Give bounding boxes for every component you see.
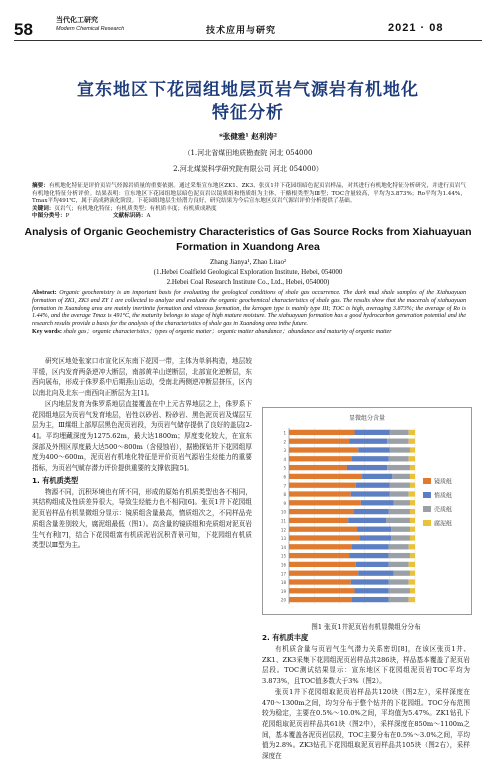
chart-bar — [409, 456, 415, 461]
keywords-cn-text: 页岩气；有机地化特征；有机质类型；有机质丰度；有机质成熟度 — [54, 205, 217, 212]
chart-bar — [389, 544, 409, 549]
keywords-en-label: Key words: — [32, 328, 62, 335]
chart-bar — [356, 562, 389, 567]
chart-bar — [352, 597, 389, 602]
chart-category-label: 7 — [283, 483, 286, 489]
abstract-en-label: Abstract: — [32, 290, 57, 296]
chart-bar — [349, 553, 388, 558]
chart-bar — [387, 465, 410, 470]
chart-bar — [349, 439, 387, 444]
chart-bar — [361, 500, 394, 505]
chart-category-label: 8 — [283, 492, 286, 498]
figure-1 — [262, 407, 472, 615]
chart-bar — [390, 447, 410, 452]
chart-bar — [289, 571, 358, 576]
chart-bar — [362, 474, 392, 479]
title-en-line2: Formation in Xuandong Area — [176, 241, 320, 253]
chart-category-label: 16 — [280, 562, 286, 568]
abstract-en-text: Organic geochemistry is an important basis for evaluating the geological conditions of shale gas occurrence. The dark mud shale samples of the Xiahuayuan formation of ZK1, ZK3 and ZY 1 are collected to analyze and evaluate the organic geochemical characteristics of shale gas. The results show that the macerals of xiahuayuan formation in Xuandong area are mainly inertinite formation and vitreous formation, the kerogen type is mainly type III; TOC is high, averaging 3.873%; the average of Ro is 1.44%, and the average Tmax is 491°C, the maturity belongs to stage of high mature moisture. The xiahuayuan formation has a good hydrocarbon generation potential and the research results provide a basis for the analysis of the characteristics of shale gas in Xuandong area inthe future. — [32, 290, 466, 328]
chart-bar — [410, 553, 415, 558]
doc-code-value: A — [146, 213, 151, 220]
abstract-cn-text: 有机地化特征是评价页岩气烃源岩质量的重要依据。通过采集宣东地区ZK1、ZK3、张页1井下花园组暗色泥页岩样品，对其进行有机地化特征分析研究，并进行页岩气有机地化特征分析评价。结果表明：宣东地区下花园组地层暗色泥页岩以镜质组和惰质组为主体，干酪根类型为Ⅲ型；TOC含量较高，平均为3.873%；Ro平均为1.44%，Tmax平均491℃，属于高成熟演化阶段。下花园组地层生烃潜力良好，研究结果为今后宣东地区页岩气源岩评价分析提供了基础。 — [32, 183, 466, 205]
chart-bar — [289, 483, 356, 488]
chart-legend-swatch — [423, 520, 431, 526]
chart-bar — [409, 579, 415, 584]
chart-bar — [410, 465, 415, 470]
keywords-cn-label: 关键词： — [32, 205, 55, 212]
chart-bar — [410, 527, 415, 532]
chart-category-label: 12 — [280, 527, 286, 533]
right-column — [262, 631, 470, 761]
doc-code-label: 文献标识码： — [112, 213, 147, 220]
chart-legend-label: 镜质组 — [434, 478, 453, 486]
paragraph-5: 张页1井下花园组取泥页岩样品共120块（图2左），采样深度在470～1300m之间，均匀分布于整个钻井的下花园组。TOC分布范围较为稳定，主要在0.5%～10.0%之间，平均值为5.47%。ZK1钻孔下花园组取泥页岩样品共61块（图2中），采样深度在850m～1100m之间，基本覆盖各泥页岩层段，TOC主要分布在0.5%～3.0%之间，平均值为2.8%。ZK3钻孔下花园组取泥页岩样品共105块（图2右），采样深度在 — [262, 687, 470, 761]
chart-bar — [410, 500, 415, 505]
chart-bar — [353, 509, 388, 514]
section-name: 技术应用与研究 — [206, 26, 277, 36]
paragraph-4: 有机质含量与页岩气生气潜力关系密切[8]，在该区张页1井、ZK1、ZK3采集下花园组泥页岩样品共286块，样品基本覆盖了泥页岩层段。TOC测试结果显示：宣东地区下花园组泥页岩TOC平均为3.873%，且TOC值多数大于3%（图2）。 — [262, 645, 470, 686]
chart-bar — [289, 597, 352, 602]
journal-name-en: Modern Chemical Research — [56, 26, 125, 32]
chart-legend-label: 腐泥组 — [434, 520, 453, 528]
chart-bar — [358, 447, 390, 452]
chart-bar — [410, 483, 415, 488]
chart-bar — [289, 535, 360, 540]
clc-value: P — [65, 213, 70, 220]
chart-bar — [410, 518, 415, 523]
chart-bar — [289, 562, 356, 567]
chart-bar — [289, 509, 353, 514]
abstract-en — [32, 290, 466, 337]
chart-legend-swatch — [423, 492, 431, 498]
chart-bar — [387, 439, 408, 444]
chart-bar — [358, 571, 393, 576]
chart-bar — [289, 439, 349, 444]
chart-legend-swatch — [423, 478, 431, 484]
chart-bar — [409, 597, 415, 602]
chart-bar — [386, 518, 410, 523]
title-cn-line1: 宣东地区下花园组地层页岩气源岩有机地化 — [77, 80, 419, 100]
abstract-cn — [32, 183, 466, 221]
chart-bar — [348, 518, 386, 523]
journal-name-cn: 当代化工研究 — [56, 17, 98, 24]
paragraph-3: 物源不同，沉积环境也有所不同，形成的原始有机质类型也各不相同，其结构组成及性质差异很大，导致生烃能力也不相同[6]。张页1井下花园组泥页岩样品有机显微组分显示：镜质组含量最高，惰质组次之，不同样品壳质组含量差别较大，腐泥组最低（图1）。高含量的镜质组和壳质组对泥页岩生气有利[7]，结合下花园组富有机质泥岩沉积背景可知，下花园组有机质类型以Ⅲ型为主。 — [32, 487, 252, 550]
chart-bar — [289, 553, 349, 558]
chart-bar — [391, 535, 410, 540]
chart-bar — [409, 544, 415, 549]
chart-bar — [289, 544, 352, 549]
chart-bar — [389, 553, 410, 558]
chart-bar — [389, 509, 410, 514]
affiliation-cn-2: 2.河北煤炭科学研究院有限公司 河北 054000） — [173, 165, 323, 173]
chart-category-label: 18 — [280, 580, 286, 586]
chart-category-label: 3 — [283, 448, 286, 454]
affiliation-cn-1: （1.河北省煤田地质勘查院 河北 054000 — [183, 149, 313, 157]
chart-bar — [410, 447, 415, 452]
chart-bar — [389, 562, 409, 567]
chart-category-label: 15 — [280, 553, 286, 559]
chart-bar — [410, 474, 415, 479]
chart-bar — [289, 518, 348, 523]
chart-bar — [289, 491, 351, 496]
header-rule — [14, 40, 482, 41]
chart-bar — [394, 571, 410, 576]
chart-bar — [352, 544, 389, 549]
chart-category-label: 11 — [280, 518, 286, 524]
chart-bar — [289, 456, 352, 461]
issue-number: 2021 · 08 — [388, 22, 444, 34]
section-heading-2: 2. 有机质丰度 — [262, 633, 309, 642]
chart-category-label: 14 — [280, 544, 286, 550]
abstract-cn-label: 摘要： — [32, 183, 49, 189]
chart-bar — [356, 483, 390, 488]
chart-bar — [389, 597, 409, 602]
microscopic-components-chart — [263, 408, 471, 614]
left-column — [32, 356, 252, 551]
chart-legend-label: 惰质组 — [434, 492, 453, 500]
chart-bar — [410, 588, 415, 593]
page-number: 58 — [14, 20, 33, 39]
chart-legend-swatch — [423, 506, 431, 512]
chart-bar — [394, 500, 410, 505]
chart-bar — [409, 491, 415, 496]
chart-category-label: 6 — [283, 474, 286, 480]
title-cn-line2: 特征分析 — [212, 103, 284, 123]
chart-bar — [357, 527, 391, 532]
chart-bar — [351, 579, 389, 584]
authors-en: Zhang Jianya¹, Zhao Litao² — [209, 258, 287, 266]
chart-bar — [392, 474, 410, 479]
chart-category-label: 17 — [280, 571, 286, 577]
paragraph-2: 区内地层发育为侏罗系地层直接覆盖在中上元古界地层之上，侏罗系下花园组地层为页岩气发育地层，岩性以砂岩、粉砂岩、黑色泥页岩及煤层互层为主，Ⅲ煤组上部厚层黑色泥页岩段，为页岩气储存提供了良好的盖层[2-4]。平均埋藏深度为1275.62m，最大达1800m；厚度变化较大，在宣东深部及外围区厚度最大达500～800m（含侵蚀岩），据勘探钻井下花园组厚度为400～600m，泥页岩有机地化特征是评价页岩气源岩生烃能力的重要指标，为页岩气赋存潜力评价提供重要的支撑依据[5]。 — [32, 399, 252, 473]
title-en-line1: Analysis of Organic Geochemistry Characteristics of Gas Source Rocks from Xiahuayuan — [24, 226, 472, 238]
section-heading-1: 1. 有机质类型 — [32, 475, 79, 485]
authors-cn: *张健雅¹ 赵利涛² — [218, 132, 278, 141]
chart-bar — [410, 571, 415, 576]
chart-category-label: 13 — [280, 536, 286, 542]
figure-1-caption: 图1 张页1井泥页岩有机显微组分分布 — [311, 623, 421, 631]
chart-category-label: 2 — [283, 439, 286, 445]
page-header — [0, 0, 496, 40]
chart-legend-label: 壳质组 — [434, 506, 453, 514]
chart-bar — [389, 456, 409, 461]
chart-bar — [409, 439, 415, 444]
chart-bar — [351, 491, 390, 496]
chart-bar — [409, 562, 415, 567]
chart-bar — [409, 430, 415, 435]
chart-category-label: 19 — [280, 588, 286, 594]
chart-bar — [289, 500, 361, 505]
chart-bar — [289, 579, 351, 584]
paragraph-1: 研究区地处张家口市宣化区东南下花园一带，主体为单斜构造，地层较平缓，区内发育两条逆冲大断层，南部黄羊山逆断层，北部宣化逆断层，东西向展布，形成于侏罗系中后期燕山运动，受南北两侧逆冲断层挤压，区内以南北向及北东一南西向正断层为主[1]。 — [32, 357, 252, 398]
chart-bar — [410, 509, 415, 514]
chart-bar — [289, 474, 362, 479]
chart-category-label: 10 — [280, 509, 286, 515]
chart-bar — [390, 491, 409, 496]
chart-bar — [352, 456, 389, 461]
chart-bar — [355, 588, 389, 593]
chart-bar — [390, 430, 409, 435]
chart-bar — [389, 588, 410, 593]
keywords-en-text: shale gas；organic characteristics；types of organic matter；organic matter abundance；abundance and maturity of organic matter — [63, 328, 392, 335]
chart-category-label: 9 — [283, 500, 286, 506]
chart-bar — [391, 527, 410, 532]
chart-category-label: 20 — [280, 597, 286, 603]
chart-bar — [410, 535, 415, 540]
chart-bar — [289, 430, 355, 435]
chart-bar — [360, 535, 392, 540]
chart-bar — [289, 527, 357, 532]
chart-category-label: 1 — [283, 430, 286, 436]
chart-bar — [390, 483, 410, 488]
chart-category-label: 5 — [283, 465, 286, 471]
clc-label: 中图分类号： — [32, 213, 66, 220]
affiliation-en-2: 2.Hebei Coal Research Institute Co., Ltd., Hebei, 054000) — [166, 278, 330, 286]
chart-bar — [389, 579, 409, 584]
chart-bar — [289, 465, 347, 470]
chart-bar — [347, 465, 387, 470]
chart-title: 显微组分含量 — [348, 415, 386, 422]
chart-bar — [289, 447, 358, 452]
chart-bar — [355, 430, 390, 435]
chart-category-label: 4 — [283, 456, 286, 462]
chart-bar — [289, 588, 355, 593]
affiliation-en-1: (1.Hebei Coalfield Geological Exploration Institute, Hebei, 054000 — [153, 268, 343, 276]
